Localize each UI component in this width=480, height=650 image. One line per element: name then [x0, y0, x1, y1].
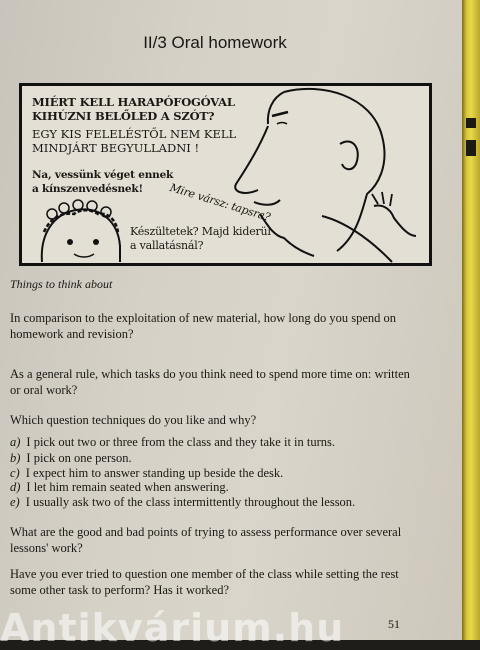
caption-5: Készültetek? Majd kiderül a vallatásnál?	[130, 225, 271, 252]
section-title: Things to think about	[10, 277, 113, 291]
option-letter: d)	[10, 480, 21, 494]
option-letter: e)	[10, 495, 20, 509]
question-1: In comparison to the exploitation of new material, how long do you spend on homework and revision?	[10, 311, 397, 341]
option-text: I let him remain seated when answering.	[26, 480, 229, 494]
caption-1: MIÉRT KELL HARAPÓFOGÓVAL KIHÚZNI BELŐLED A SZÓT?	[32, 95, 235, 123]
edge-mark	[466, 118, 476, 128]
option-letter: a)	[10, 435, 21, 449]
option-b	[10, 450, 430, 466]
cartoon-illustration	[19, 83, 432, 266]
book-edge	[462, 0, 480, 640]
option-e	[10, 494, 430, 510]
edge-mark	[466, 140, 476, 156]
question-5: Have you ever tried to question one member of the class while setting the rest some other task to perform? Has it worked?	[10, 567, 399, 597]
question-3: Which question techniques do you like and why?	[10, 413, 257, 427]
option-letter: c)	[10, 466, 20, 480]
question-4: What are the good and bad points of trying to assess performance over several lessons' work?	[10, 525, 402, 555]
option-letter: b)	[10, 451, 21, 465]
option-text: I pick out two or three from the class and they take it in turns.	[26, 435, 336, 449]
option-text: I pick on one person.	[26, 451, 132, 465]
page-number: 51	[388, 617, 400, 631]
option-d	[10, 479, 430, 495]
caption-3: Na, vessünk véget ennek a kínszenvedésnek!	[32, 169, 174, 195]
option-text: I usually ask two of the class intermittently throughout the lesson.	[25, 495, 356, 509]
caption-2: EGY KIS FELELÉSTŐL NEM KELL MINDJÁRT BEGYULLADNI !	[32, 127, 237, 155]
caption-4: Mire vársz: tapsra?	[168, 181, 272, 224]
watermark: Antikvárium.hu	[0, 606, 345, 650]
page-title: II/3 Oral homework	[143, 33, 287, 52]
question-2: As a general rule, which tasks do you think need to spend more time on: written or oral work?	[10, 367, 410, 397]
option-text: I expect him to answer standing up beside the desk.	[25, 466, 284, 480]
option-a	[10, 434, 430, 450]
